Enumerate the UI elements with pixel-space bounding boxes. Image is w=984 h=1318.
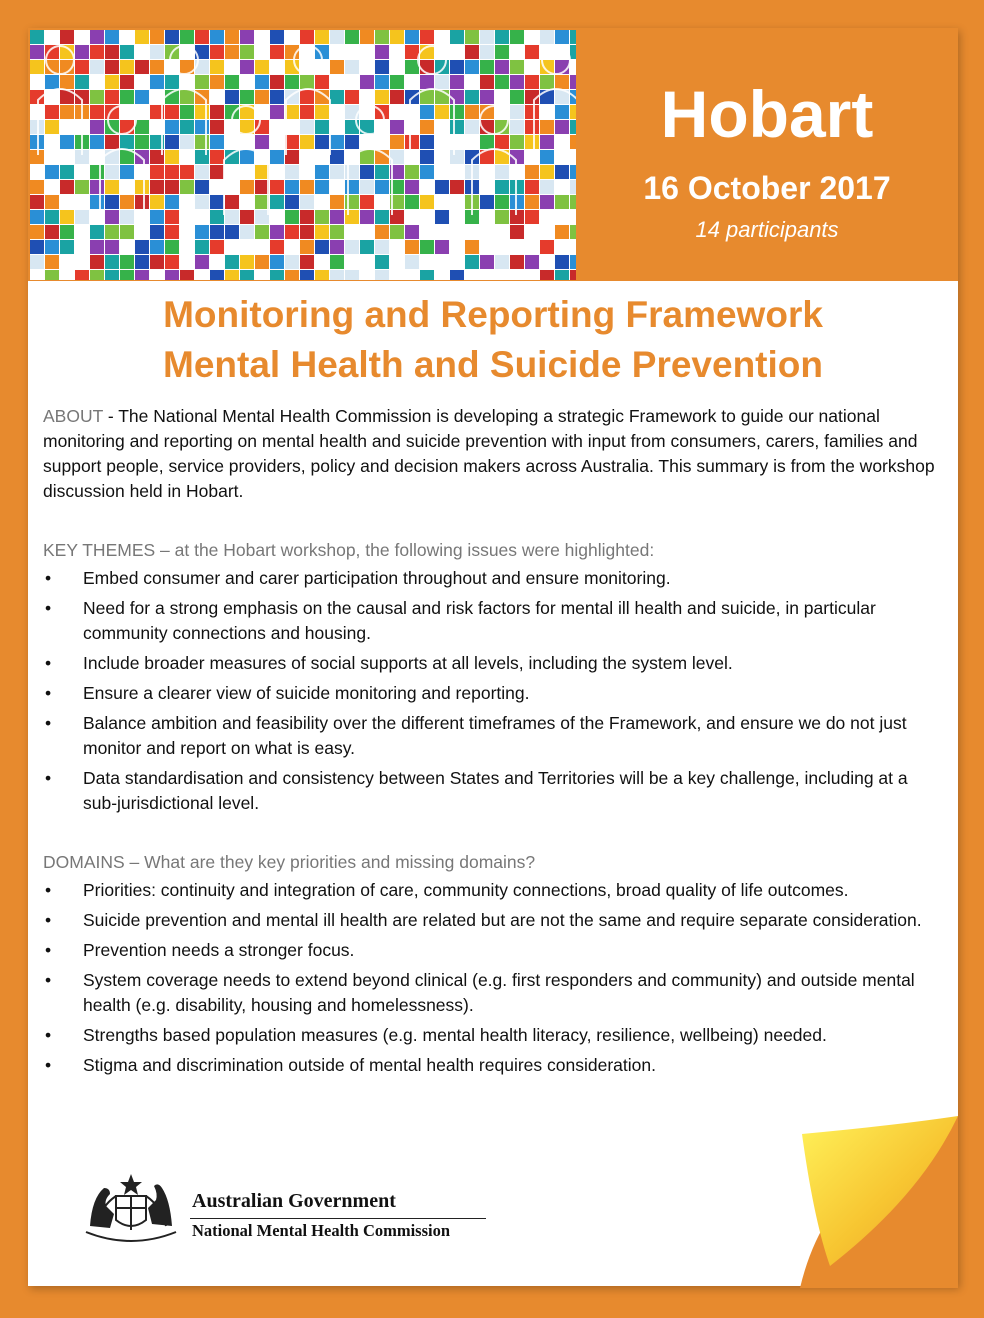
city-title: Hobart	[660, 77, 874, 151]
list-item: • Balance ambition and feasibility over the different timeframes of the Framework, and ensure we do not just monitor and report on what is easy.	[45, 713, 907, 758]
title-line-2: Mental Health and Suicide Prevention	[163, 344, 823, 385]
government-logo	[76, 1166, 496, 1246]
domains-heading: DOMAINS – What are they key priorities and missing domains?	[43, 852, 536, 872]
document-page	[28, 28, 958, 1286]
document-body	[43, 404, 945, 1083]
list-item: • Priorities: continuity and integration of care, community connections, broad quality of life outcomes.	[43, 878, 945, 903]
list-item: • Data standardisation and consistency between States and Territories will be a key challenge, including at a sub-jurisdictional level.	[45, 768, 908, 813]
bullet-icon: •	[45, 910, 52, 930]
list-item: • Suicide prevention and mental ill health are related but are not the same and require separate consideration.	[43, 908, 945, 933]
bullet-icon: •	[45, 653, 52, 673]
bullet-icon: •	[45, 768, 52, 788]
document-title	[28, 290, 958, 390]
domains-list	[43, 878, 945, 1078]
bullet-icon: •	[45, 1025, 52, 1045]
bullet-icon: •	[45, 970, 52, 990]
page-curl-icon	[770, 1116, 958, 1288]
logo-divider	[190, 1218, 486, 1219]
title-line-1: Monitoring and Reporting Framework	[163, 294, 823, 335]
people-mosaic-image	[30, 30, 576, 280]
about-text: - The National Mental Health Commission is developing a strategic Framework to guide our national monitoring and reporting on mental health and suicide prevention with input from consumers, carers, families and support people, service providers, policy and decision makers across Australia. This summary is from the workshop discussion held in Hobart.	[43, 406, 935, 501]
about-label: ABOUT	[43, 406, 103, 426]
key-themes-heading: KEY THEMES – at the Hobart workshop, the following issues were highlighted:	[43, 540, 655, 560]
list-item: • Include broader measures of social supports at all levels, including the system level.	[43, 651, 945, 676]
bullet-icon: •	[45, 713, 52, 733]
bullet-icon: •	[45, 568, 52, 588]
logo-commission-text: National Mental Health Commission	[192, 1221, 451, 1240]
logo-government-text: Australian Government	[192, 1190, 396, 1212]
header-banner	[28, 28, 958, 281]
list-item: • System coverage needs to extend beyond clinical (e.g. first responders and community) and outside mental health (e.g. disability, housing and homelessness).	[45, 970, 915, 1015]
bullet-icon: •	[45, 940, 52, 960]
bullet-icon: •	[45, 1055, 52, 1075]
list-item: • Stigma and discrimination outside of mental health requires consideration.	[43, 1053, 945, 1078]
key-themes-list	[43, 566, 945, 816]
bullet-icon: •	[45, 683, 52, 703]
workshop-date: 16 October 2017	[643, 170, 891, 206]
list-item: • Embed consumer and carer participation throughout and ensure monitoring.	[43, 566, 945, 591]
list-item: • Strengths based population measures (e.g. mental health literacy, resilience, wellbeing) needed.	[43, 1023, 945, 1048]
participant-count: 14 participants	[695, 217, 839, 242]
coat-of-arms-icon	[76, 1166, 186, 1246]
list-item: • Ensure a clearer view of suicide monitoring and reporting.	[43, 681, 945, 706]
about-paragraph	[43, 404, 945, 504]
list-item: • Prevention needs a stronger focus.	[43, 938, 945, 963]
bullet-icon: •	[45, 598, 52, 618]
bullet-icon: •	[45, 880, 52, 900]
list-item: • Need for a strong emphasis on the causal and risk factors for mental ill health and suicide, in particular community connections and housing.	[45, 598, 876, 643]
